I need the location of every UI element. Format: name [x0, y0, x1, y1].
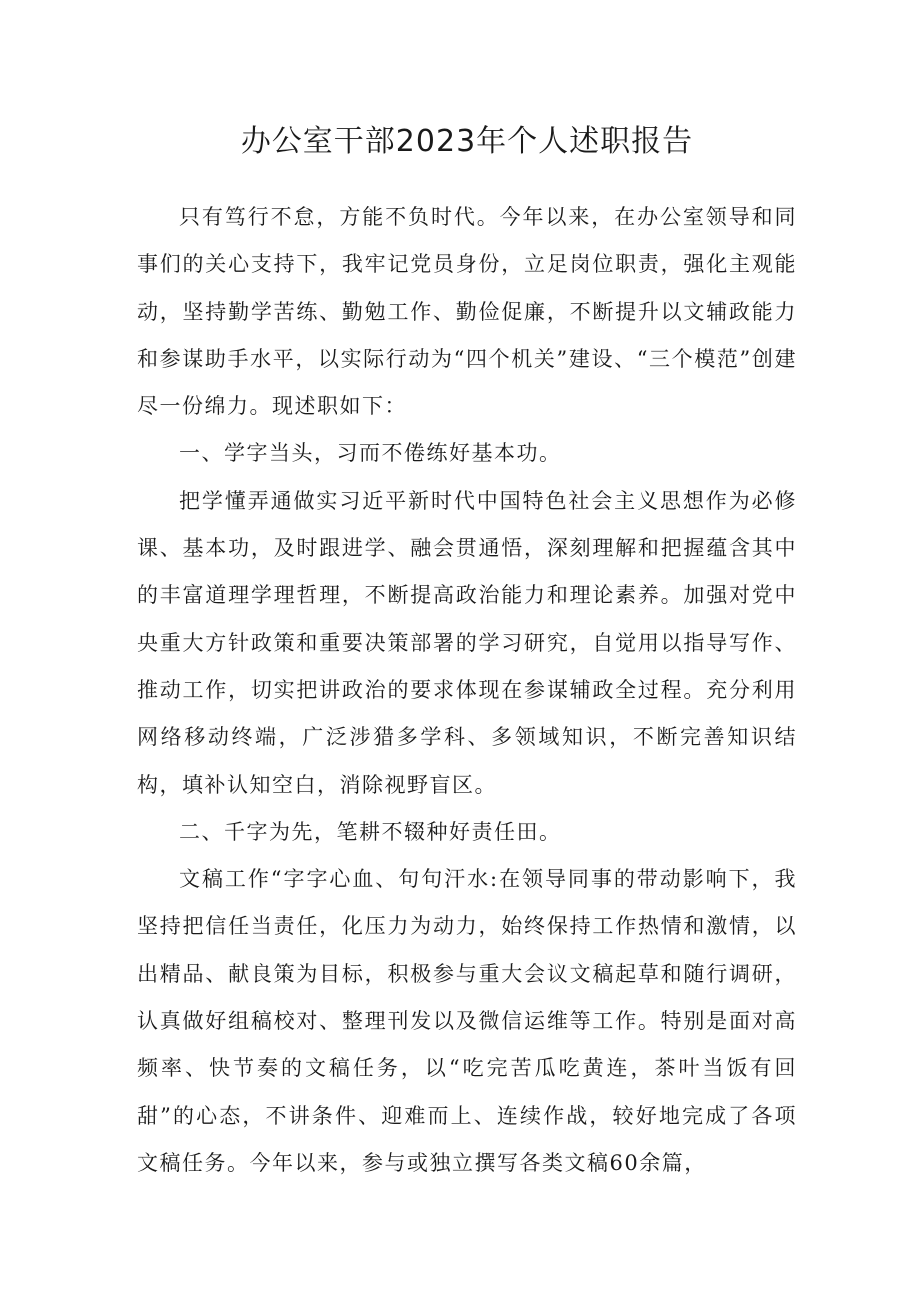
intro-paragraph: 只有笃行不怠，方能不负时代。今年以来，在办公室领导和同事们的关心支持下，我牢记党员身份，立足岗位职责，强化主观能动，坚持勤学苦练、勤勉工作、勤俭促廉，不断提升以文辅政能力和参谋助手水平，以实际行动为“四个机关”建设、“三个模范”创建尽一份绵力。现述职如下：: [137, 205, 797, 419]
section-1-heading: 一、学字当头，习而不倦练好基本功。: [179, 441, 562, 466]
document-title: 办公室干部2023年个人述职报告: [240, 124, 694, 159]
document-page: [137, 118, 797, 1187]
section-1-paragraph: 把学懂弄通做实习近平新时代中国特色社会主义思想作为必修课、基本功，及时跟进学、融会贯通悟，深刻理解和把握蕴含其中的丰富道理学理哲理，不断提高政治能力和理论素养。加强对党中央重大方针政策和重要决策部署的学习研究，自觉用以指导写作、推动工作，切实把讲政治的要求体现在参谋辅政全过程。充分利用网络移动终端，广泛涉猎多学科、多领域知识，不断完善知识结构，填补认知空白，消除视野盲区。: [137, 488, 797, 797]
section-2-paragraph: 文稿工作“字字心血、句句汗水:在领导同事的带动影响下，我坚持把信任当责任，化压力为动力，始终保持工作热情和激情，以出精品、献良策为目标，积极参与重大会议文稿起草和随行调研，认真做好组稿校对、整理刊发以及微信运维等工作。特别是面对高频率、快节奏的文稿任务，以“吃完苦瓜吃黄连，茶叶当饭有回甜”的心态，不讲条件、迎难而上、连续作战，较好地完成了各项文稿任务。今年以来，参与或独立撰写各类文稿60余篇，: [137, 867, 797, 1175]
section-2-heading: 二、千字为先，笔耕不辍种好责任田。: [179, 819, 562, 844]
